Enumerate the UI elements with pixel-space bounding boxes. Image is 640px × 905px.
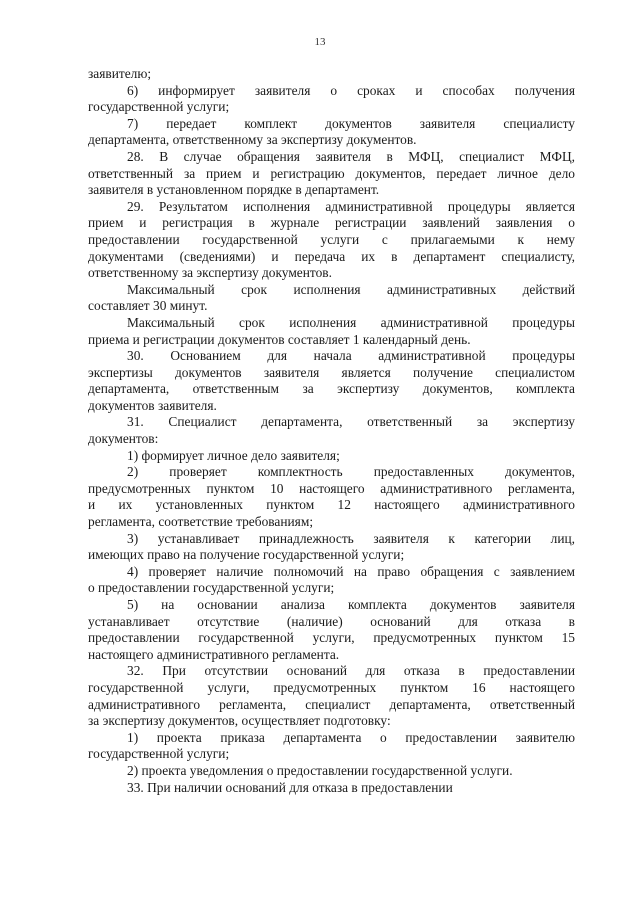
- text-line: прием и регистрация в журнале регистрации заявлений заявления о: [88, 215, 575, 231]
- paragraph: [88, 763, 575, 780]
- text-line: регламента, соответствие требованиям;: [88, 514, 314, 530]
- text-line: экспертизы документов заявителя является получение специалистом: [88, 364, 575, 380]
- paragraph: [88, 464, 575, 530]
- text-line: составляет 30 минут.: [88, 298, 208, 314]
- document-body: [88, 66, 575, 796]
- text-line: 29. Результатом исполнения административной процедуры является: [127, 198, 575, 214]
- text-line: предоставлении государственной услуги с прилагаемыми к нему: [88, 231, 575, 247]
- text-line: 7) передает комплект документов заявителя специалисту: [127, 115, 575, 131]
- text-line: департамента, ответственным за экспертизу документов, комплекта: [88, 381, 575, 397]
- paragraph: [88, 315, 575, 348]
- text-line: заявителю;: [88, 66, 152, 81]
- paragraph: [88, 730, 575, 763]
- paragraph: [88, 597, 575, 663]
- text-line: приема и регистрации документов составляет 1 календарный день.: [88, 331, 471, 347]
- text-line: документов заявителя.: [88, 397, 217, 413]
- text-line: департамента, ответственному за экспертизу документов.: [88, 132, 417, 148]
- text-line: административного регламента, специалист департамента, ответственный: [88, 696, 575, 712]
- text-line: имеющих право на получение государственной услуги;: [88, 547, 405, 563]
- paragraph: [88, 531, 575, 564]
- text-line: за экспертизу документов, осуществляет подготовку:: [88, 713, 391, 729]
- text-line: ответственному за экспертизу документов.: [88, 265, 332, 281]
- text-line: предусмотренных пунктом 10 настоящего административного регламента,: [88, 480, 575, 496]
- text-line: 30. Основанием для начала административной процедуры: [127, 348, 575, 364]
- text-line: устанавливает отсутствие (наличие) оснований для отказа в: [88, 613, 575, 629]
- text-line: 1) формирует личное дело заявителя;: [127, 447, 340, 463]
- text-line: ответственный за прием и регистрацию документов, передает личное дело: [88, 165, 575, 181]
- text-line: 2) проекта уведомления о предоставлении государственной услуги.: [127, 762, 513, 778]
- paragraph: [88, 564, 575, 597]
- paragraph: [88, 66, 575, 83]
- text-line: государственной услуги, предусмотренных пунктом 16 настоящего: [88, 679, 575, 695]
- text-line: государственной услуги;: [88, 746, 230, 762]
- text-line: документами (сведениями) и передача их в департамент специалисту,: [88, 248, 575, 264]
- text-line: государственной услуги;: [88, 99, 230, 115]
- paragraph: [88, 83, 575, 116]
- paragraph: [88, 199, 575, 282]
- text-line: о предоставлении государственной услуги;: [88, 580, 335, 596]
- page-number: 13: [314, 36, 326, 48]
- text-line: документов:: [88, 431, 159, 447]
- text-line: 4) проверяет наличие полномочий на право обращения с заявлением: [127, 563, 575, 579]
- text-line: 5) на основании анализа комплекта документов заявителя: [127, 597, 575, 612]
- text-line: 2) проверяет комплектность предоставленных документов,: [127, 464, 575, 480]
- text-line: 32. При отсутствии оснований для отказа в предоставлении: [127, 663, 575, 679]
- text-line: 1) проекта приказа департамента о предоставлении заявителю: [127, 729, 575, 745]
- paragraph: [88, 414, 575, 447]
- paragraph: [88, 149, 575, 199]
- paragraph: [88, 348, 575, 414]
- text-line: 3) устанавливает принадлежность заявителя к категории лиц,: [127, 530, 575, 546]
- text-line: предоставлении государственной услуги, предусмотренных пунктом 15: [88, 630, 575, 646]
- paragraph: [88, 663, 575, 729]
- paragraph: [88, 282, 575, 315]
- text-line: 6) информирует заявителя о сроках и способах получения: [127, 82, 575, 98]
- text-line: Максимальный срок исполнения административных действий: [127, 281, 575, 297]
- text-line: и их установленных пунктом 12 настоящего административного: [88, 497, 575, 513]
- paragraph: [88, 448, 575, 465]
- text-line: 28. В случае обращения заявителя в МФЦ, специалист МФЦ,: [127, 148, 575, 164]
- text-line: 33. При наличии оснований для отказа в предоставлении: [127, 779, 453, 795]
- text-line: заявителя в установленном порядке в департамент.: [88, 182, 380, 198]
- paragraph: [88, 780, 575, 797]
- text-line: настоящего административного регламента.: [88, 646, 340, 662]
- paragraph: [88, 116, 575, 149]
- text-line: Максимальный срок исполнения административной процедуры: [127, 314, 575, 330]
- text-line: 31. Специалист департамента, ответственный за экспертизу: [127, 414, 575, 430]
